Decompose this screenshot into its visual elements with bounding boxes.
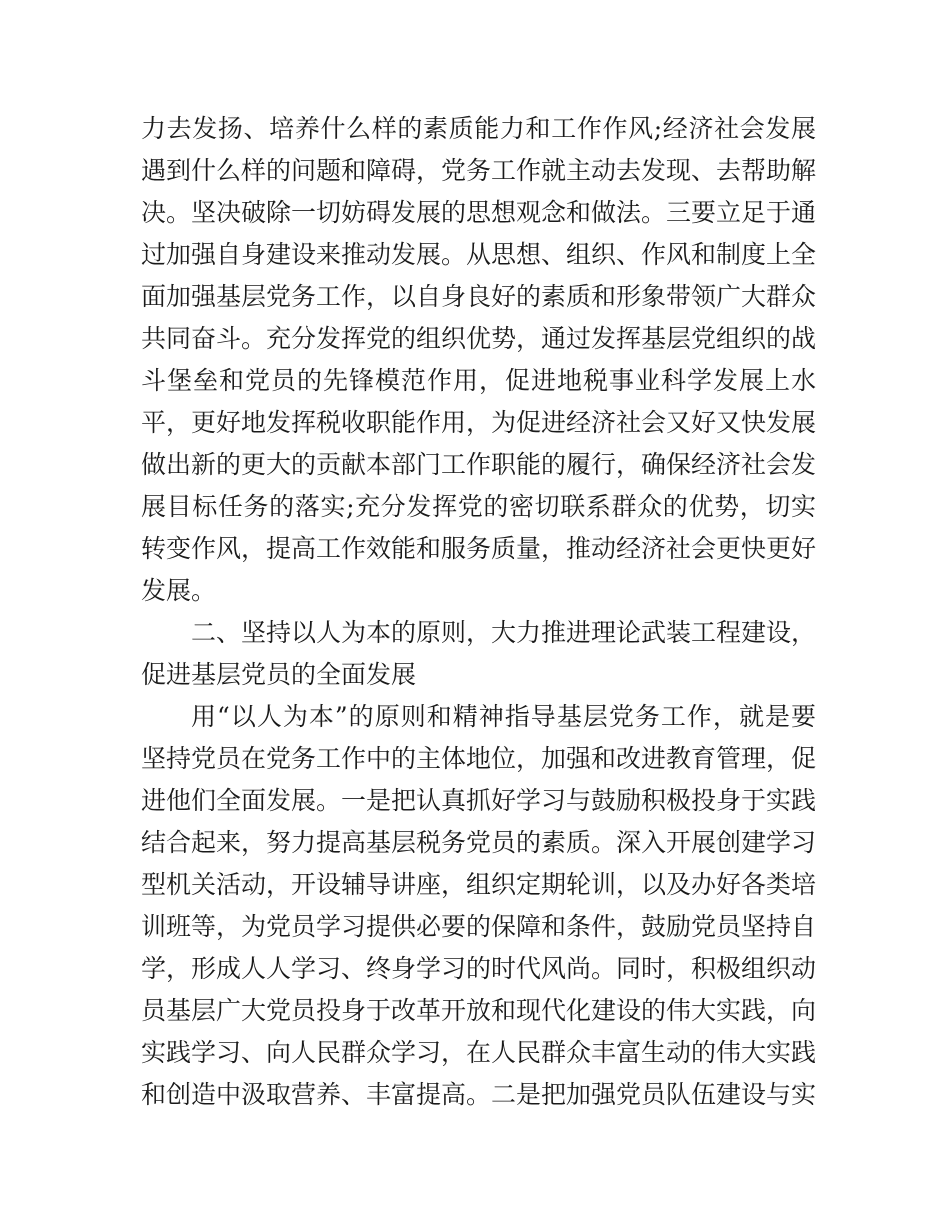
text-line: 遇到什么样的问题和障碍，党务工作就主动去发现、去帮助解 [141,156,817,185]
text-line: 学，形成人人学习、终身学习的时代风尚。同时，积极组织动 [141,954,817,983]
text-line: 转变作风，提高工作效能和服务质量，推动经济社会更快更好 [141,534,817,563]
text-line: 共同奋斗。充分发挥党的组织优势，通过发挥基层党组织的战 [141,324,817,353]
text-line: 型机关活动，开设辅导讲座，组织定期轮训，以及办好各类培 [141,870,817,899]
text-line: 坚持党员在党务工作中的主体地位，加强和改进教育管理，促 [141,744,817,773]
text-line: 平，更好地发挥税收职能作用，为促进经济社会又好又快发展 [141,408,817,437]
text-line: 过加强自身建设来推动发展。从思想、组织、作风和制度上全 [141,240,817,269]
body-text [141,108,816,1116]
text-line: 做出新的更大的贡献本部门工作职能的履行，确保经济社会发 [141,450,817,479]
text-line: 斗堡垒和党员的先锋模范作用，促进地税事业科学发展上水 [141,366,816,395]
text-line: 决。坚决破除一切妨碍发展的思想观念和做法。三要立足于通 [141,198,817,227]
section-heading-line: 二、坚持以人为本的原则，大力推进理论武装工程建设， [191,618,817,647]
text-line: 进他们全面发展。一是把认真抓好学习与鼓励积极投身于实践 [141,786,817,815]
text-line: 力去发扬、培养什么样的素质能力和工作作风;经济社会发展 [141,114,816,143]
text-line: 发展。 [141,576,217,605]
text-line: 结合起来，努力提高基层税务党员的素质。深入开展创建学习 [141,828,817,857]
text-line: 实践学习、向人民群众学习，在人民群众丰富生动的伟大实践 [141,1038,817,1067]
text-line: 和创造中汲取营养、丰富提高。二是把加强党员队伍建设与实 [141,1080,817,1109]
text-line: 用“以人为本”的原则和精神指导基层党务工作，就是要 [191,702,816,731]
text-line: 训班等，为党员学习提供必要的保障和条件，鼓励党员坚持自 [141,912,817,941]
section-heading-line: 促进基层党员的全面发展 [141,660,417,689]
text-line: 面加强基层党务工作，以自身良好的素质和形象带领广大群众 [141,282,817,311]
text-line: 员基层广大党员投身于改革开放和现代化建设的伟大实践，向 [141,996,817,1025]
text-line: 展目标任务的落实;充分发挥党的密切联系群众的优势，切实 [141,492,816,521]
